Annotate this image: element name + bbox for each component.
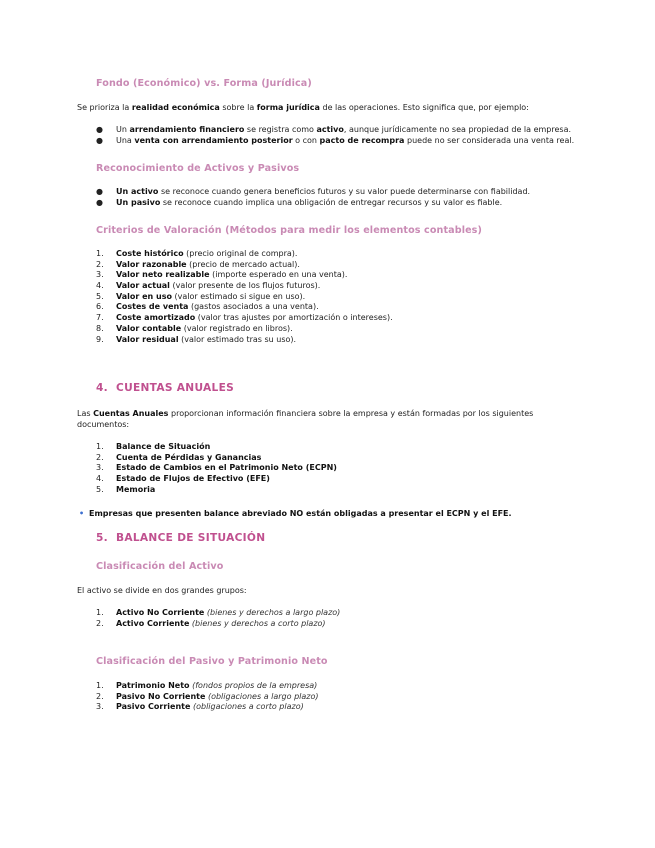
list-item: 2. Cuenta de Pérdidas y Ganancias: [96, 452, 262, 462]
list-item: ● Una venta con arrendamiento posterior o con pacto de recompra puede no ser considerada una venta real.: [96, 135, 575, 145]
list-item: 1. Patrimonio Neto (fondos propios de la empresa): [96, 681, 318, 690]
list-item: 1. Balance de Situación: [96, 442, 211, 451]
list-reconocimiento: [96, 187, 530, 208]
list-item: 1. Coste histórico (precio original de compra).: [96, 249, 298, 258]
list-activo: [96, 608, 340, 629]
list-item: 9. Valor residual (valor estimado tras su uso).: [96, 334, 297, 344]
paragraph-activo-intro: El activo se divide en dos grandes grupos:: [77, 586, 247, 595]
heading-reconocimiento: Reconocimiento de Activos y Pasivos: [96, 163, 300, 174]
heading-balance-situacion: 5. BALANCE DE SITUACIÓN: [96, 532, 266, 544]
paragraph-fondo-intro: Se prioriza la realidad económica sobre la forma jurídica de las operaciones. Esto significa que, por ejemplo:: [77, 103, 529, 112]
list-item: 4. Estado de Flujos de Efectivo (EFE): [96, 474, 270, 484]
list-item: 3. Valor neto realizable (importe esperado en una venta).: [96, 270, 348, 280]
list-item: 5. Valor en uso (valor estimado si sigue en uso).: [96, 291, 306, 301]
list-item: 8. Valor contable (valor registrado en libros).: [96, 323, 293, 333]
heading-clasificacion-pasivo: Clasificación del Pasivo y Patrimonio Neto: [96, 656, 328, 667]
list-item: 2. Valor razonable (precio de mercado actual).: [96, 259, 300, 269]
list-item: 2. Pasivo No Corriente (obligaciones a largo plazo): [96, 691, 319, 701]
list-item: 1. Activo No Corriente (bienes y derechos a largo plazo): [96, 608, 341, 617]
list-item: 3. Estado de Cambios en el Patrimonio Neto (ECPN): [96, 463, 337, 473]
list-pasivo: [96, 681, 318, 713]
list-item: 5. Memoria: [96, 484, 156, 494]
list-fondo-examples: [96, 125, 574, 146]
list-item: 3. Pasivo Corriente (obligaciones a corto plazo): [96, 702, 304, 712]
list-cuentas: [96, 442, 337, 495]
list-item: 6. Costes de venta (gastos asociados a una venta).: [96, 302, 319, 312]
heading-criterios: Criterios de Valoración (Métodos para medir los elementos contables): [96, 225, 482, 236]
paragraph-cuentas-intro: Las Cuentas Anuales proporcionan información financiera sobre la empresa y están formadas por los siguientes documentos:: [77, 409, 534, 429]
list-criterios: [96, 249, 393, 345]
heading-clasificacion-activo: Clasificación del Activo: [96, 561, 224, 572]
note-abreviado: • Empresas que presenten balance abreviado NO están obligadas a presentar el ECPN y el EFE.: [79, 509, 512, 518]
heading-fondo-forma: Fondo (Económico) vs. Forma (Jurídica): [96, 78, 312, 89]
heading-cuentas-anuales: 4. CUENTAS ANUALES: [96, 382, 235, 394]
list-item: ● Un arrendamiento financiero se registra como activo, aunque jurídicamente no sea propiedad de la empresa.: [96, 125, 572, 134]
list-item: 7. Coste amortizado (valor tras ajustes por amortización o intereses).: [96, 313, 393, 323]
list-item: 2. Activo Corriente (bienes y derechos a corto plazo): [96, 618, 326, 628]
list-item: 4. Valor actual (valor presente de los flujos futuros).: [96, 281, 321, 291]
list-item: ● Un pasivo se reconoce cuando implica una obligación de entregar recursos y su valor es fiable.: [96, 197, 503, 207]
list-item: ● Un activo se reconoce cuando genera beneficios futuros y su valor puede determinarse con fiabilidad.: [96, 187, 531, 196]
